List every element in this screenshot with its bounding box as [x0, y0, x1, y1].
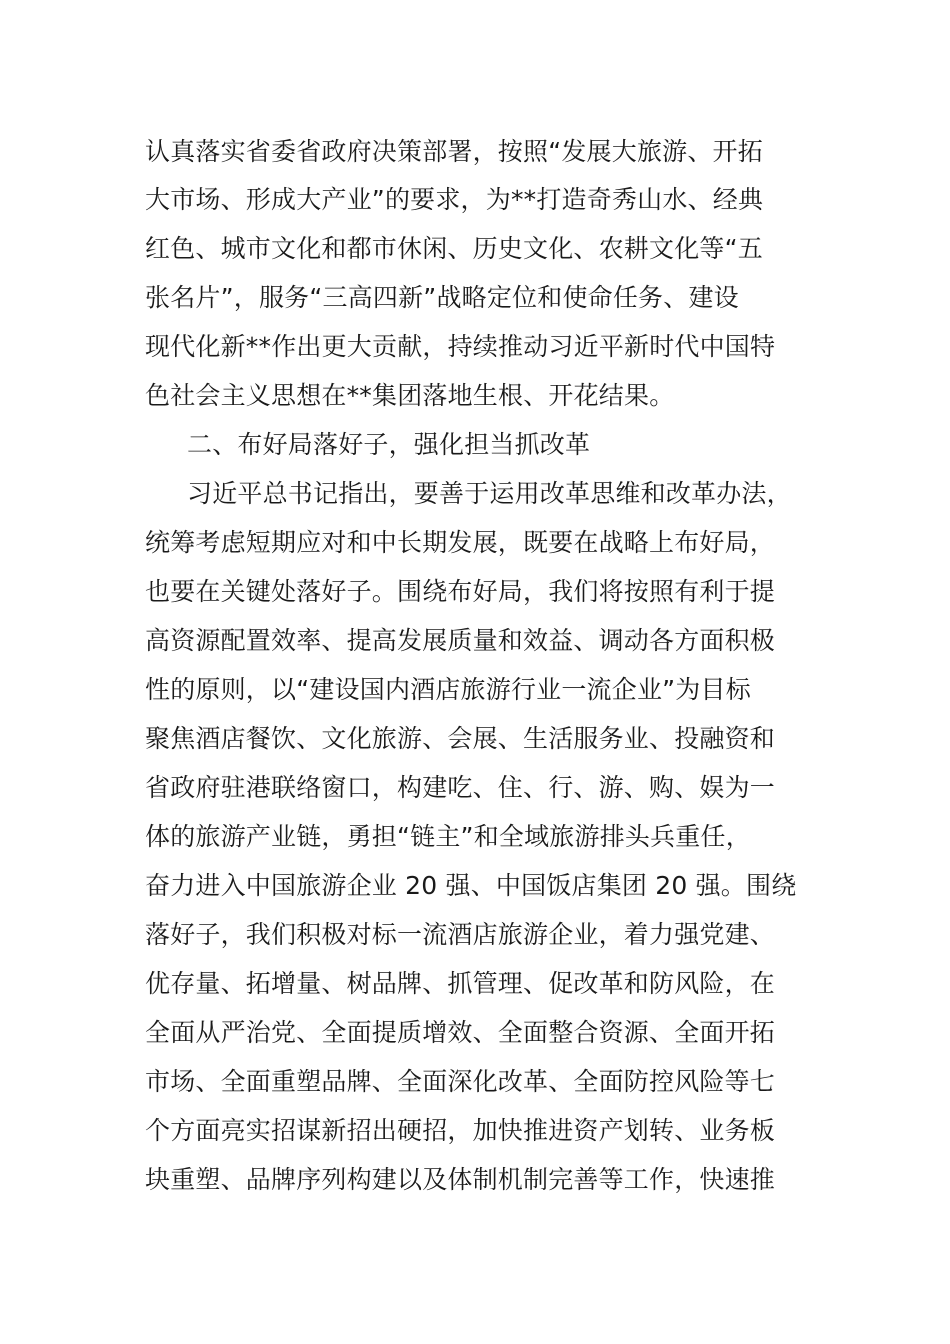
paragraph-line: 聚焦酒店餐饮、文化旅游、会展、生活服务业、投融资和 — [145, 724, 776, 753]
paragraph-line: 块重塑、品牌序列构建以及体制机制完善等工作，快速推 — [145, 1165, 776, 1194]
paragraph-line: 性的原则，以“建设国内酒店旅游行业一流企业”为目标 — [145, 675, 751, 704]
paragraph-line: 习近平总书记指出，要善于运用改革思维和改革办法， — [187, 479, 792, 508]
section-heading: 二、布好局落好子，强化担当抓改革 — [187, 430, 591, 459]
paragraph-line: 全面从严治党、全面提质增效、全面整合资源、全面开拓 — [145, 1018, 776, 1047]
paragraph-line: 高资源配置效率、提高发展质量和效益、调动各方面积极 — [145, 626, 776, 655]
paragraph-line: 统筹考虑短期应对和中长期发展，既要在战略上布好局， — [145, 528, 776, 557]
paragraph-line: 省政府驻港联络窗口，构建吃、住、行、游、购、娱为一 — [145, 773, 776, 802]
body-text-line: 张名片”，服务“三高四新”战略定位和使命任务、建设 — [145, 283, 739, 312]
body-text-line: 大市场、形成大产业”的要求，为**打造奇秀山水、经典 — [145, 185, 764, 214]
body-text-line: 认真落实省委省政府决策部署，按照“发展大旅游、开拓 — [145, 137, 763, 166]
paragraph-line: 优存量、拓增量、树品牌、抓管理、促改革和防风险，在 — [145, 969, 776, 998]
paragraph-line: 市场、全面重塑品牌、全面深化改革、全面防控风险等七 — [145, 1067, 776, 1096]
paragraph-line: 落好子，我们积极对标一流酒店旅游企业，着力强党建、 — [145, 920, 776, 949]
body-text-line: 红色、城市文化和都市休闲、历史文化、农耕文化等“五 — [145, 234, 763, 263]
body-text-line: 色社会主义思想在**集团落地生根、开花结果。 — [145, 381, 675, 410]
paragraph-line: 奋力进入中国旅游企业 20 强、中国饭店集团 20 强。围绕 — [145, 871, 797, 900]
paragraph-line: 也要在关键处落好子。围绕布好局，我们将按照有利于提 — [145, 577, 776, 606]
paragraph-line: 体的旅游产业链，勇担“链主”和全域旅游排头兵重任， — [145, 822, 751, 851]
body-text-line: 现代化新**作出更大贡献，持续推动习近平新时代中国特 — [145, 332, 776, 361]
paragraph-line: 个方面亮实招谋新招出硬招，加快推进资产划转、业务板 — [145, 1116, 776, 1145]
